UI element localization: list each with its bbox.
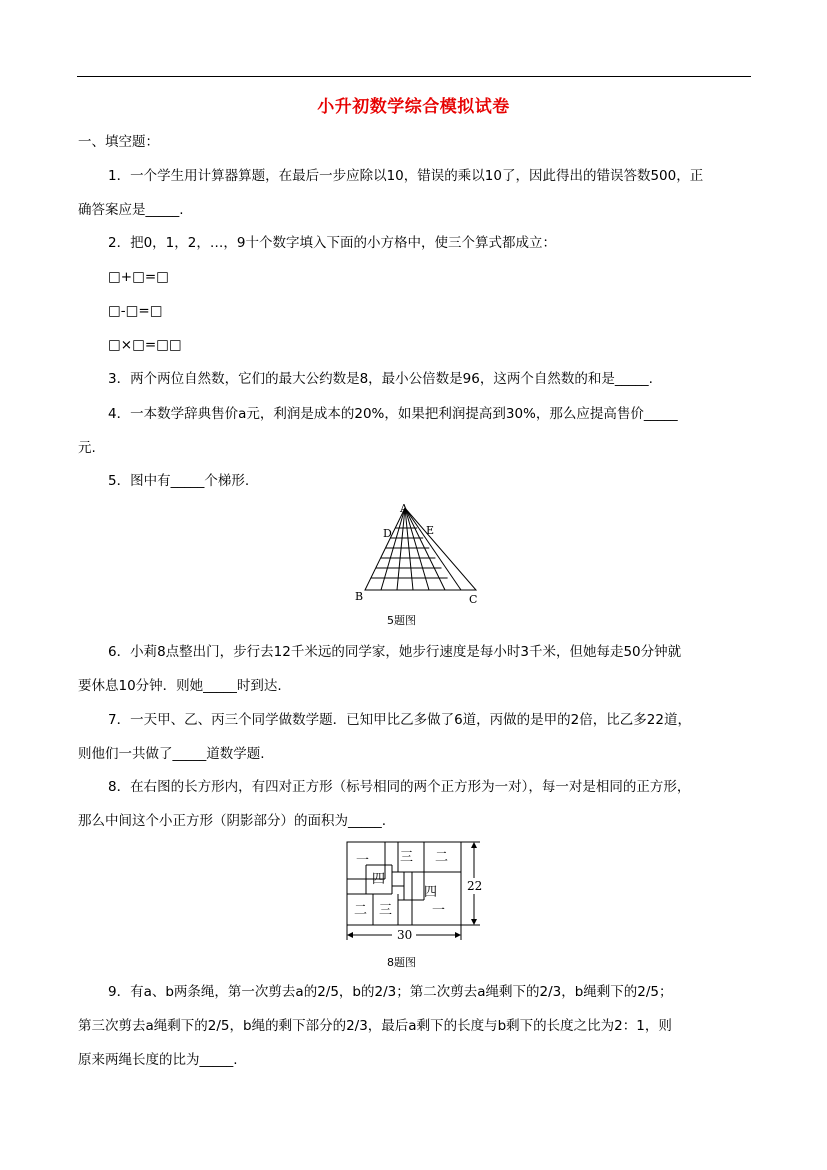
q4-line2: 元.: [78, 440, 96, 456]
label-e: E: [426, 524, 435, 537]
q2-equation-3: □×□=□□: [108, 337, 182, 353]
page-title: 小升初数学综合模拟试卷: [317, 97, 510, 117]
q8-line2: 那么中间这个小正方形（阴影部分）的面积为_____.: [78, 813, 387, 829]
q2-line1: 2．把0，1，2，…，9十个数字填入下面的小方格中，使三个算式都成立：: [108, 235, 556, 251]
q2-equation-1: □+□=□: [108, 269, 169, 285]
q7-line2: 则他们一共做了_____道数学题.: [78, 746, 265, 762]
q4-line1: 4．一本数学辞典售价a元，利润是成本的20%，如果把利润提高到30%，那么应提高售价_____: [108, 406, 678, 422]
triangle-grid-lines: [365, 508, 476, 590]
figure-8-caption: 8题图: [387, 956, 416, 969]
figure-5-triangle: [350, 500, 490, 630]
q1-line1: 1．一个学生用计算器算题，在最后一步应除以10，错误的乘以10了，因此得出的错误答数500，正: [108, 168, 704, 184]
q8-line1: 8．在右图的长方形内，有四对正方形（标号相同的两个正方形为一对），每一对是相同的正方形，: [108, 779, 691, 795]
q6-line2: 要休息10分钟．则她_____时到达.: [78, 678, 282, 694]
width-label: 30: [397, 928, 413, 942]
square-label-5: 四: [424, 885, 438, 900]
square-label-7: 三: [379, 903, 393, 918]
square-label-2: 三: [400, 850, 414, 865]
header-rule: [77, 76, 751, 77]
height-label: 22: [467, 879, 483, 893]
figure-8-rectangle: [340, 838, 490, 973]
q1-line2: 确答案应是_____.: [78, 202, 184, 218]
q7-line1: 7．一天甲、乙、丙三个同学做数学题．已知甲比乙多做了6道，丙做的是甲的2倍，比乙多22道，: [108, 712, 691, 728]
q9-line3: 原来两绳长度的比为_____.: [78, 1052, 238, 1068]
figure-5-caption: 5题图: [387, 614, 416, 627]
q9-line2: 第三次剪去a绳剩下的2/5，b绳的剩下部分的2/3，最后a剩下的长度与b剩下的长度之比为2：1，则: [78, 1018, 672, 1034]
label-d: D: [383, 527, 392, 540]
label-a: A: [400, 502, 408, 515]
q9-line1: 9．有a、b两条绳，第一次剪去a的2/5，b的2/3；第二次剪去a绳剩下的2/3，b绳剩下的2/5；: [108, 984, 673, 1000]
q5-line1: 5．图中有_____个梯形.: [108, 473, 250, 489]
label-b: B: [355, 590, 364, 603]
square-label-6: 二: [354, 903, 368, 918]
square-label-8: 一: [432, 903, 446, 918]
q3-line1: 3．两个两位自然数，它们的最大公约数是8，最小公倍数是96，这两个自然数的和是_____.: [108, 371, 653, 387]
section-heading: 一、填空题：: [78, 134, 159, 150]
square-label-1: 一: [356, 853, 370, 868]
q2-equation-2: □-□=□: [108, 303, 163, 319]
label-c: C: [469, 593, 478, 606]
square-label-3: 二: [435, 850, 449, 865]
square-label-4: 四: [372, 872, 386, 887]
q6-line1: 6．小莉8点整出门，步行去12千米远的同学家，她步行速度是每小时3千米，但她每走50分钟就: [108, 644, 682, 660]
